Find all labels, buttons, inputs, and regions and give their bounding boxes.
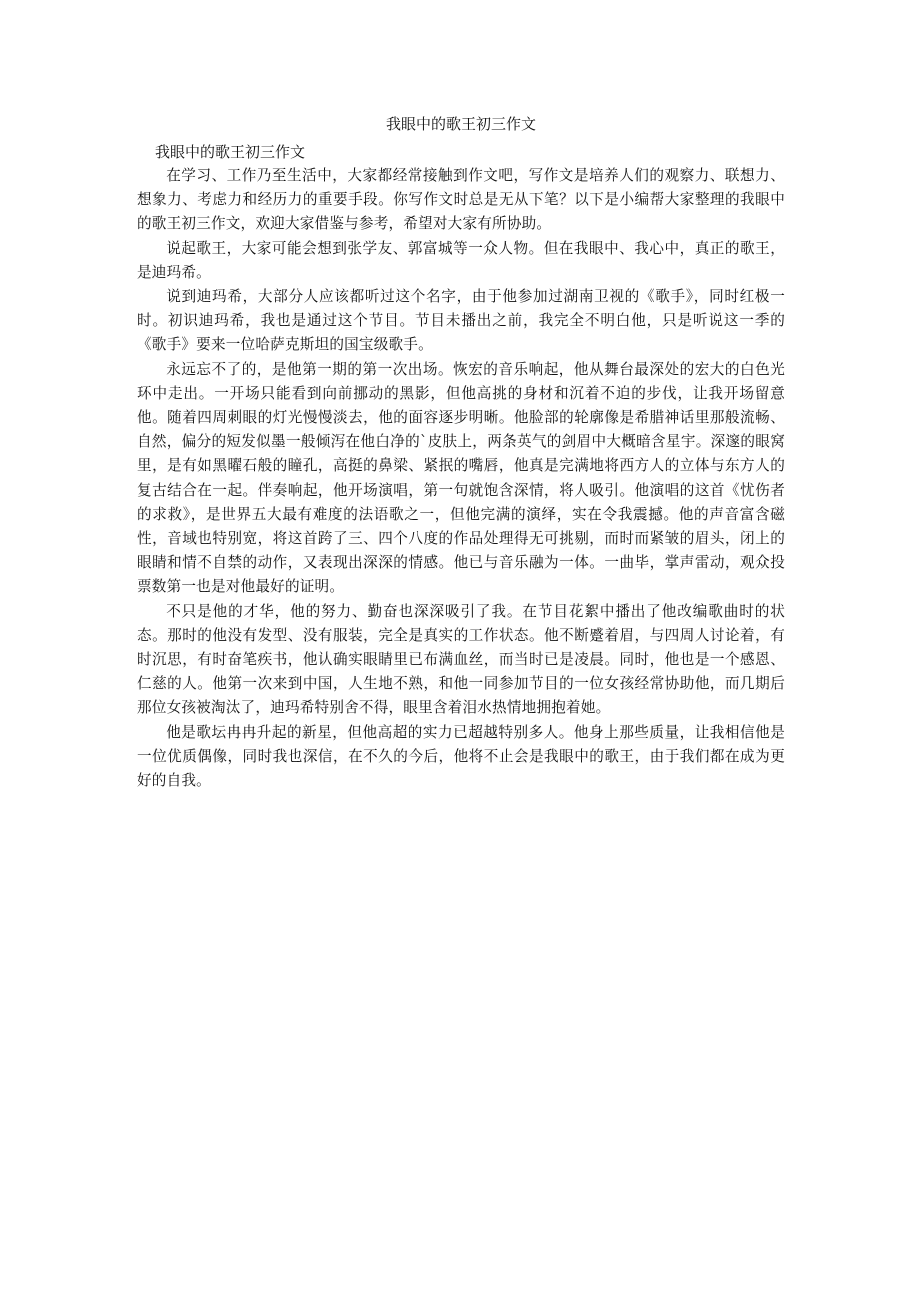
paragraph-3: 说到迪玛希，大部分人应该都听过这个名字，由于他参加过湖南卫视的《歌手》，同时红极一时。初识迪玛希，我也是通过这个节目。节目未播出之前，我完全不明白他，只是听说这一季的《歌手》要来一位哈萨克斯坦的国宝级歌手。 [137,288,785,354]
document-title: 我眼中的歌王初三作文 [385,115,536,133]
paragraph-2: 说起歌王，大家可能会想到张学友、郭富城等一众人物。但在我眼中、我心中，真正的歌王，是迪玛希。 [137,239,785,281]
paragraph-5: 不只是他的才华，他的努力、勤奋也深深吸引了我。在节目花絮中播出了他改编歌曲时的状态。那时的他没有发型、没有服装，完全是真实的工作状态。他不断蹙着眉，与四周人讨论着，有时沉思，有时奋笔疾书，他认确实眼睛里已布满血丝，而当时已是凌晨。同时，他也是一个感恩、仁慈的人。他第一次来到中国，人生地不熟，和他一同参加节目的一位女孩经常协助他，而几期后那位女孩被淘汰了，迪玛希特别舍不得，眼里含着泪水热情地拥抱着她。 [137,602,785,717]
paragraph-intro: 在学习、工作乃至生活中，大家都经常接触到作文吧，写作文是培养人们的观察力、联想力、想象力、考虑力和经历力的重要手段。你写作文时总是无从下笔？以下是小编帮大家整理的我眼中的歌王初三作文，欢迎大家借鉴与参考，希望对大家有所协助。 [137,167,785,233]
document-subtitle: 我眼中的歌王初三作文 [155,143,306,161]
paragraph-6: 他是歌坛冉冉升起的新星，但他高超的实力已超越特别多人。他身上那些质量，让我相信他是一位优质偶像，同时我也深信，在不久的今后，他将不止会是我眼中的歌王，由于我们都在成为更好的自我。 [137,723,785,790]
paragraph-4: 永远忘不了的，是他第一期的第一次出场。恢宏的音乐响起，他从舞台最深处的宏大的白色光环中走出。一开场只能看到向前挪动的黑影，但他高挑的身材和沉着不迫的步伐，让我开场留意他。随着四周刺眼的灯光慢慢淡去，他的面容逐步明晰。他脸部的轮廓像是希腊神话里那般流畅、自然，偏分的短发似墨一般倾泻在他白净的`皮肤上，两条英气的剑眉中大概暗含星宇。深邃的眼窝里，是有如黑曜石般的瞳孔，高挺的鼻梁、紧抿的嘴唇，他真是完满地将西方人的立体与东方人的复古结合在一起。伴奏响起，他开场演唱，第一句就饱含深情，将人吸引。他演唱的这首《忧伤者的求救》，是世界五大最有难度的法语歌之一，但他完满的演绎，实在令我震撼。他的声音富含磁性，音域也特别宽，将这首跨了三、四个八度的作品处理得无可挑剔，而时而紧皱的眉头，闭上的眼睛和情不自禁的动作，又表现出深深的情感。他已与音乐融为一体。一曲毕，掌声雷动，观众投票数第一也是对他最好的证明。 [137,360,785,596]
document-page [137,112,785,793]
